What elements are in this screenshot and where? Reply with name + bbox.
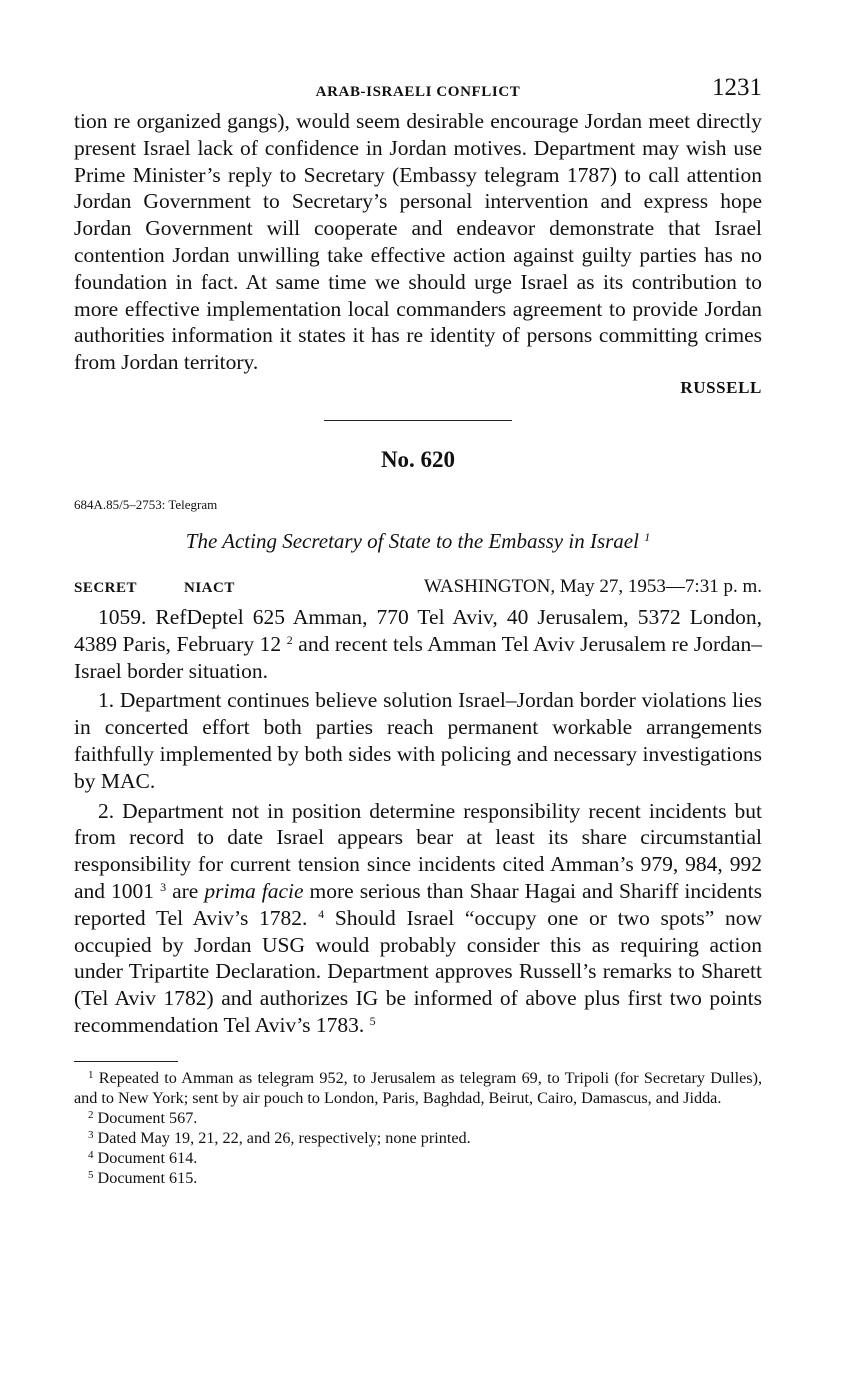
document-page (74, 72, 762, 1188)
footnote-ref-2: 2 (286, 632, 293, 647)
document-title-text: The Acting Secretary of State to the Embassy in Israel (185, 528, 639, 553)
telegram-paragraph-intro (74, 604, 762, 684)
footnote-mark: 4 (88, 1148, 94, 1161)
file-reference: 684A.85/5–2753: Telegram (74, 496, 218, 512)
paragraph-text: more serious than Shaar Hagai and Shariff incidents reported Tel Aviv’s 1782. (74, 878, 763, 930)
document-number: No. 620 (380, 446, 456, 472)
precedence: NIACT (184, 579, 235, 596)
footnote-1 (74, 1068, 762, 1108)
footnote-text: Dated May 19, 21, 22, and 26, respectively; none printed. (97, 1128, 471, 1147)
footnote-ref-4: 4 (318, 906, 325, 921)
footnotes (74, 1068, 762, 1188)
document-title (74, 529, 762, 554)
footnote-2 (74, 1108, 762, 1128)
footnote-text: Document 614. (97, 1148, 198, 1167)
footnote-text: Document 567. (97, 1108, 198, 1127)
paragraph-text: 2. Department not in position determine responsibility recent incidents but from record to date Israel appears bear at least its share circumstantial responsibility for current tension since incidents cited Amman’s 979, 984, 992 and 1001 (74, 798, 762, 903)
footnote-ref-1: 1 (644, 529, 651, 544)
footnote-4 (74, 1148, 762, 1168)
telegram-paragraph-1: 1. Department continues believe solution Israel–Jordan border violations lies in concerted effort both parties reach permanent workable arrangements faithfully implemented by both sides with policing and necessary investigations by MAC. (74, 688, 762, 793)
footnote-mark: 1 (88, 1068, 94, 1081)
footnote-rule (74, 1061, 178, 1062)
paragraph-text: Should Israel “occupy one or two spots” now occupied by Jordan USG would probably consider this as requiring action under Tripartite Declaration. Department approves Russell’s remarks to Sharett (Tel Aviv 1782) and authorizes IG be informed of above plus first two points recommendation Tel Aviv’s 1783. (74, 905, 762, 1037)
place-date: WASHINGTON, May 27, 1953—7:31 p. m. (424, 575, 762, 597)
footnote-text: Repeated to Amman as telegram 952, to Jerusalem as telegram 69, to Tripoli (for Secretary Dulles), and to New York; sent by air pouch to London, Paris, Baghdad, Beirut, Cairo, Damascus, and Jidda. (74, 1068, 763, 1107)
classification: SECRET (74, 579, 138, 596)
running-head (74, 72, 762, 108)
footnote-5 (74, 1168, 762, 1188)
footnote-mark: 5 (88, 1168, 94, 1181)
telegram-paragraph-2 (74, 798, 762, 1039)
footnote-mark: 2 (88, 1108, 94, 1121)
page-number: 1231 (712, 74, 762, 101)
dateline (74, 576, 762, 598)
footnote-3 (74, 1128, 762, 1148)
continuation-paragraph: tion re organized gangs), would seem desirable encourage Jordan meet directly present Israel lack of confidence in Jordan motives. Department may wish use Prime Minister’s reply to Secretary (Embassy telegram 1787) to call attention Jordan Government to Secretary’s personal intervention and express hope Jordan Government will cooperate and endeavor demonstrate that Israel contention Jordan unwilling take effective action against guilty parties has no foundation in fact. At same time we should urge Israel as its contribution to more effective implementation local commanders agreement to provide Jordan authorities information it states it has re identity of persons committing crimes from Jordan territory. (74, 109, 762, 375)
paragraph-text: are (172, 878, 199, 903)
footnote-mark: 3 (88, 1128, 94, 1141)
footnote-ref-5: 5 (369, 1013, 376, 1028)
signature: RUSSELL (680, 377, 762, 397)
footnote-ref-3: 3 (160, 879, 167, 894)
italic-phrase: prima facie (204, 878, 304, 903)
paragraph-text: 1059. RefDeptel 625 Amman, 770 Tel Aviv, 40 Jerusalem, 5372 London, 4389 Paris, February 12 (74, 604, 762, 656)
running-title: ARAB-ISRAELI CONFLICT (315, 84, 521, 100)
footnote-text: Document 615. (97, 1168, 198, 1187)
section-divider (324, 420, 512, 421)
paragraph-text: and recent tels Amman Tel Aviv Jerusalem re Jordan–Israel border situation. (74, 631, 762, 683)
